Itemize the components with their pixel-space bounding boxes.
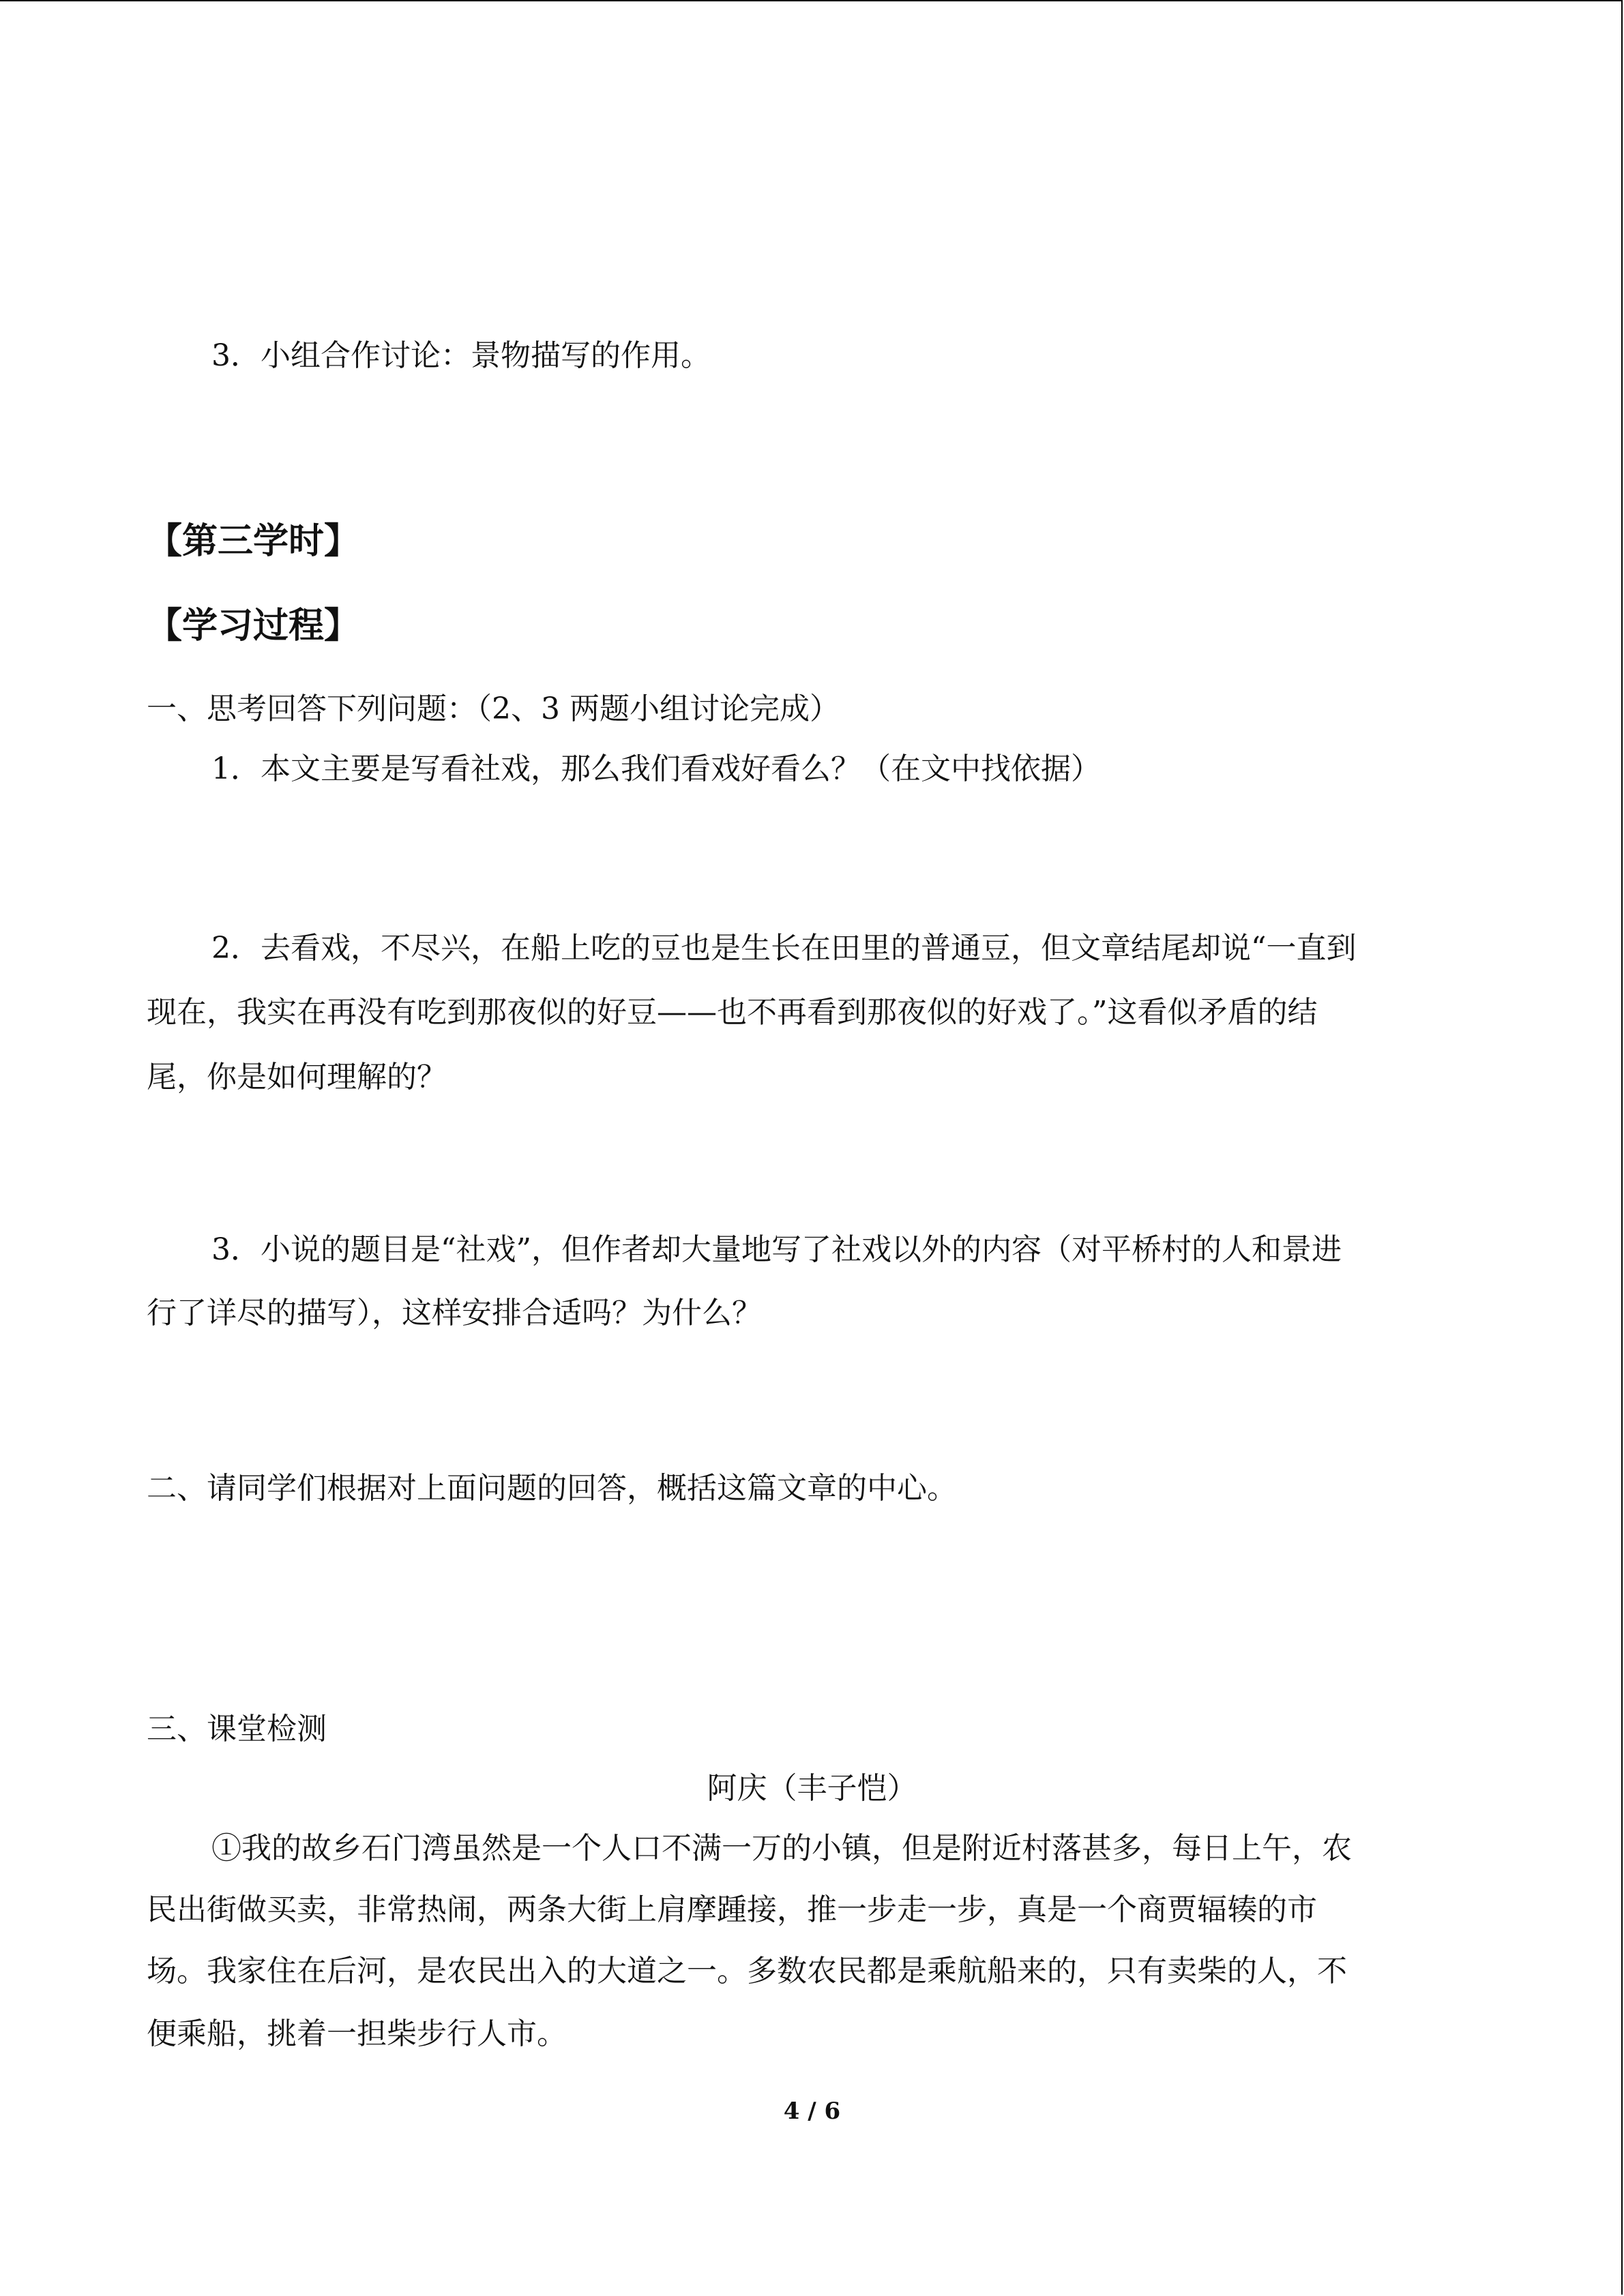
- passage-line-3: 场。我家住在后河，是农民出入的大道之一。多数农民都是乘航船来的，只有卖柴的人，不: [147, 1954, 1347, 1988]
- question-2-line-2: 现在，我实在再没有吃到那夜似的好豆——也不再看到那夜似的好戏了。”这看似矛盾的结: [147, 995, 1318, 1030]
- question-2-line-1: 2．去看戏，不尽兴，在船上吃的豆也是生长在田里的普通豆，但文章结尾却说“一直到: [211, 931, 1357, 966]
- passage-line-4: 便乘船，挑着一担柴步行人市。: [147, 2016, 567, 2051]
- heading-lesson: 【第三学时】: [147, 520, 360, 562]
- part2-title: 二、请同学们根据对上面问题的回答，概括这篇文章的中心。: [147, 1471, 957, 1506]
- passage-title: 阿庆（丰子恺）: [707, 1771, 917, 1806]
- page-number: 4 / 6: [783, 2098, 841, 2125]
- question-2-line-3: 尾，你是如何理解的？: [147, 1060, 447, 1094]
- question-1: 1．本文主要是写看社戏，那么我们看戏好看么？（在文中找依据）: [211, 751, 1101, 786]
- passage-line-2: 民出街做买卖，非常热闹，两条大街上肩摩踵接，推一步走一步，真是一个商贾辐辏的市: [147, 1892, 1317, 1927]
- question-3-line-1: 3．小说的题目是“社戏”，但作者却大量地写了社戏以外的内容（对平桥村的人和景进: [211, 1232, 1342, 1267]
- section-item-3: 3．小组合作讨论：景物描写的作用。: [211, 338, 711, 373]
- part3-title: 三、课堂检测: [147, 1712, 327, 1746]
- heading-process: 【学习过程】: [147, 605, 360, 646]
- passage-line-1: ①我的故乡石门湾虽然是一个人口不满一万的小镇，但是附近村落甚多，每日上午，农: [211, 1831, 1352, 1866]
- question-3-line-2: 行了详尽的描写），这样安排合适吗？为什么？: [147, 1296, 762, 1330]
- part1-title: 一、思考回答下列问题：（2、3 两题小组讨论完成）: [147, 691, 840, 726]
